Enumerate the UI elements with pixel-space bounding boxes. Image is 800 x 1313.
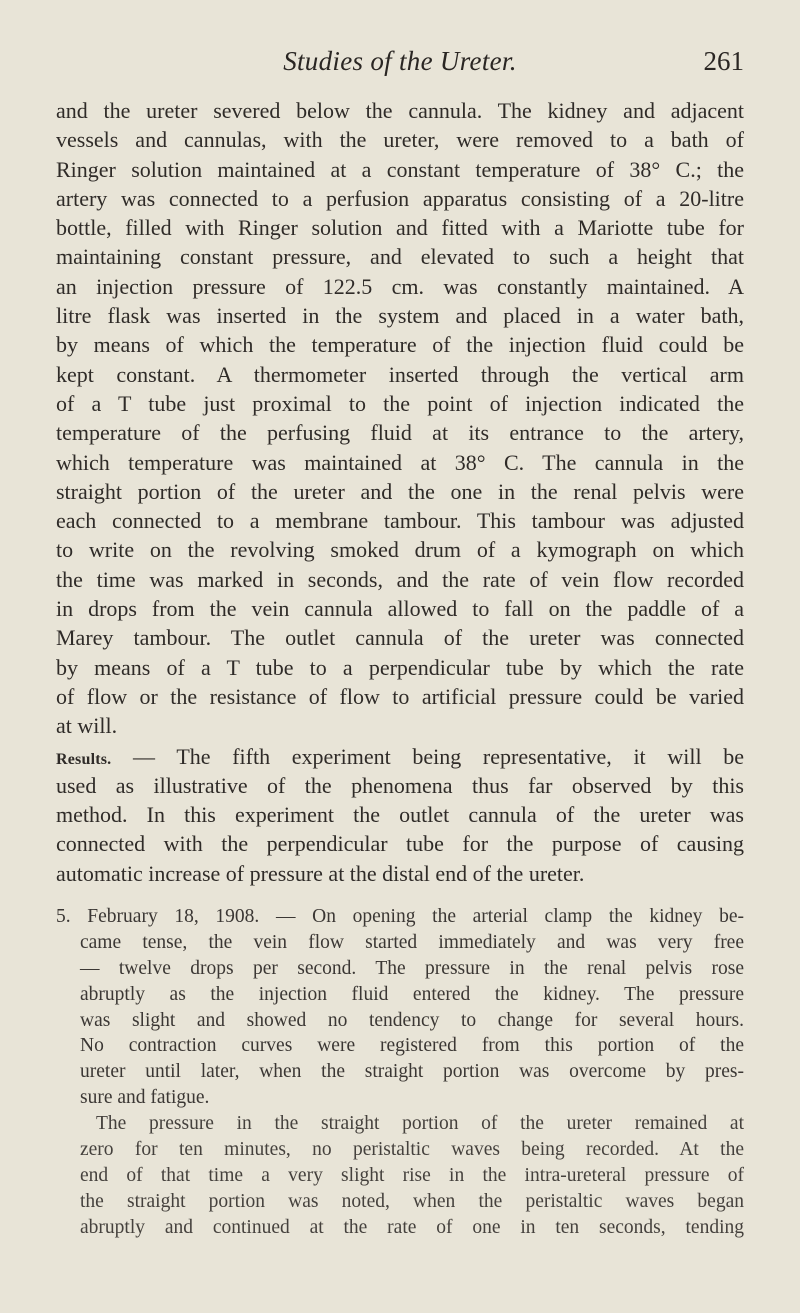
text-line: kept constant. A thermometer inserted through the vertical arm — [56, 361, 744, 387]
paragraph-results — [56, 742, 744, 888]
results-lead: — The fifth experiment being representative, it will be — [111, 743, 744, 769]
paragraph-procedure — [56, 96, 744, 741]
experiment-five — [56, 904, 744, 1241]
text-line: temperature of the perfusing fluid at its entrance to the artery, — [56, 420, 744, 446]
text-line: maintaining constant pressure, and elevated to such a height that — [56, 244, 744, 270]
text-line: straight portion of the ureter and the one in the renal pelvis were — [56, 478, 744, 504]
text-line: sure and fatigue. — [80, 1087, 210, 1109]
text-line: abruptly and continued at the rate of one in ten seconds, tending — [80, 1216, 744, 1238]
text-line: and the ureter severed below the cannula. The kidney and adjacent — [56, 98, 744, 123]
text-line: automatic increase of pressure at the distal end of the ureter. — [56, 860, 585, 886]
page-number: 261 — [703, 46, 744, 76]
text-line: the straight portion was noted, when the peristaltic waves began — [80, 1190, 744, 1212]
text-line: vessels and cannulas, with the ureter, were removed to a bath of — [56, 127, 744, 153]
text-line: of a T tube just proximal to the point of injection indicated the — [56, 390, 744, 416]
text-line: end of that time a very slight rise in the intra-ureteral pressure of — [80, 1164, 744, 1186]
text-line: by means of which the temperature of the injection fluid could be — [56, 332, 744, 358]
text-line: method. In this experiment the outlet cannula of the ureter was — [56, 802, 744, 828]
text-line: the time was marked in seconds, and the rate of vein flow recorded — [56, 566, 744, 592]
experiment-five-entry — [56, 904, 744, 1111]
text-line: each connected to a membrane tambour. This tambour was adjusted — [56, 508, 744, 534]
text-line: — twelve drops per second. The pressure in the renal pelvis rose — [80, 957, 744, 979]
text-line: connected with the perpendicular tube for the purpose of causing — [56, 831, 744, 857]
text-line: of flow or the resistance of flow to artificial pressure could be varied — [56, 683, 744, 709]
text-line: was slight and showed no tendency to change for several hours. — [80, 1009, 744, 1031]
text-line: by means of a T tube to a perpendicular tube by which the rate — [56, 654, 744, 680]
text-line: abruptly as the injection fluid entered the kidney. The pressure — [80, 983, 744, 1005]
results-label: Results. — [56, 750, 112, 768]
text-line: The pressure in the straight portion of the ureter remained at — [96, 1113, 744, 1135]
text-line: in drops from the vein cannula allowed to fall on the paddle of a — [56, 596, 744, 622]
text-line: ureter until later, when the straight portion was overcome by pres- — [80, 1061, 744, 1083]
text-line: litre flask was inserted in the system and placed in a water bath, — [56, 303, 744, 329]
text-line: zero for ten minutes, no peristaltic waves being recorded. At the — [80, 1139, 744, 1161]
text-line: bottle, filled with Ringer solution and fitted with a Mariotte tube for — [56, 215, 744, 241]
text-line: Ringer solution maintained at a constant temperature of 38° C.; the — [56, 156, 744, 182]
text-line: used as illustrative of the phenomena thus far observed by this — [56, 772, 744, 798]
text-line: artery was connected to a perfusion apparatus consisting of a 20-litre — [56, 185, 744, 211]
text-line: an injection pressure of 122.5 cm. was constantly maintained. A — [56, 273, 744, 299]
text-line: came tense, the vein flow started immediately and was very free — [80, 931, 744, 953]
text-line: No contraction curves were registered from this portion of the — [80, 1035, 744, 1057]
text-line: 5. February 18, 1908. — On opening the arterial clamp the kidney be- — [56, 906, 744, 928]
body-text — [56, 96, 744, 1241]
text-line: to write on the revolving smoked drum of a kymograph on which — [56, 537, 744, 563]
text-line: Marey tambour. The outlet cannula of the ureter was connected — [56, 625, 744, 651]
experiment-five-continuation — [56, 1111, 744, 1240]
running-header — [56, 46, 744, 86]
text-line: which temperature was maintained at 38° C. The cannula in the — [56, 449, 744, 475]
text-line: at will. — [56, 713, 118, 739]
text-line — [56, 742, 744, 771]
running-title: Studies of the Ureter. — [283, 46, 517, 76]
